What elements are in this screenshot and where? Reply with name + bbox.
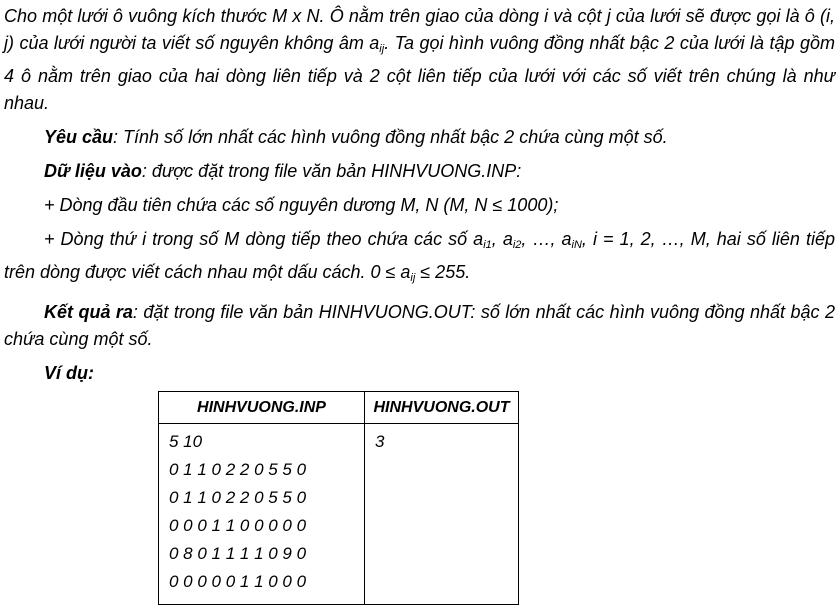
subscript-ai1: i1 xyxy=(483,239,492,251)
output-spec-label: Kết quả ra xyxy=(44,302,133,322)
table-cell-input-data xyxy=(159,424,365,605)
subscript-aij-2: ij xyxy=(410,272,416,284)
input-spec-text: : được đặt trong file văn bản HINHVUONG.INP: xyxy=(141,161,522,181)
requirement-text: : Tính số lớn nhất các hình vuông đồng nhất bậc 2 chứa cùng một số. xyxy=(113,127,668,147)
output-spec-text: : đặt trong file văn bản HINHVUONG.OUT: số lớn nhất các hình vuông đồng nhất bậc 2 chứa cùng một số. xyxy=(4,302,835,349)
requirement-label: Yêu cầu xyxy=(44,127,114,147)
output-line: 3 xyxy=(375,432,385,451)
intro-text-2: . Ta gọi hình vuông đồng nhất bậc 2 của lưới là tập gồm 4 ô nằm trên giao của hai dòng liên tiếp và 2 cột liên tiếp của lưới với các số viết trên chúng là như nhau. xyxy=(4,33,835,113)
table-header-input-file: HINHVUONG.INP xyxy=(159,392,365,424)
input-line: 0 1 1 0 2 2 0 5 5 0 xyxy=(169,488,307,507)
input-line2-text-4: , i = 1, 2, …, M, hai số liên tiếp trên dòng được viết cách nhau một dấu cách. 0 ≤ a xyxy=(4,229,836,282)
example-table-header-row xyxy=(159,392,519,424)
paragraph-input-spec xyxy=(4,158,835,185)
input-line: 0 1 1 0 2 2 0 5 5 0 xyxy=(169,460,307,479)
input-line2-text-2: , a xyxy=(491,229,513,249)
input-line: 5 10 xyxy=(169,432,203,451)
paragraph-input-line1 xyxy=(4,192,835,219)
table-header-output-file: HINHVUONG.OUT xyxy=(365,392,519,424)
paragraph-intro xyxy=(4,3,835,117)
input-line2-text-5: ≤ 255. xyxy=(415,262,471,282)
paragraph-input-line2 xyxy=(4,226,835,292)
input-line: 0 0 0 1 1 0 0 0 0 0 xyxy=(169,516,307,535)
input-line: 0 8 0 1 1 1 1 0 9 0 xyxy=(169,544,307,563)
table-cell-output-data xyxy=(365,424,519,605)
input-line2-text-3: , …, a xyxy=(521,229,572,249)
input-line1-text: + Dòng đầu tiên chứa các số nguyên dương M, N (M, N ≤ 1000); xyxy=(44,195,559,215)
example-table xyxy=(158,391,519,605)
example-heading xyxy=(4,360,835,387)
paragraph-output-spec xyxy=(4,299,835,353)
subscript-aiN: iN xyxy=(571,239,582,251)
input-line: 0 0 0 0 0 1 1 0 0 0 xyxy=(169,572,307,591)
intro-text-1: Cho một lưới ô vuông kích thước M x N. Ô nằm trên giao của dòng i và cột j của lưới sẽ được gọi là ô (i, j) của lưới người ta viết số nguyên không âm a xyxy=(4,6,835,53)
example-table-body-row xyxy=(159,424,519,605)
subscript-aij: ij xyxy=(379,43,385,55)
input-line2-text-1: + Dòng thứ i trong số M dòng tiếp theo chứa các số a xyxy=(44,229,484,249)
subscript-ai2: i2 xyxy=(512,239,522,251)
input-spec-label: Dữ liệu vào xyxy=(44,161,142,181)
paragraph-requirement xyxy=(4,124,835,151)
example-heading-label: Ví dụ: xyxy=(44,363,94,383)
